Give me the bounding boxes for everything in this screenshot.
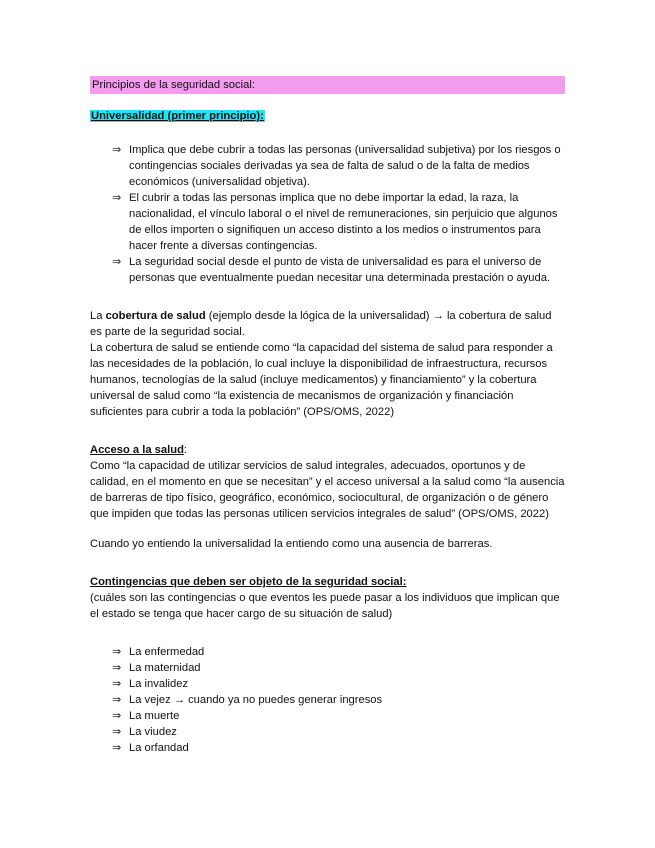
cobertura-paragraph <box>90 308 565 340</box>
double-arrow-icon: ⇒ <box>112 144 122 156</box>
list-item-text: La muerte <box>129 710 180 722</box>
double-arrow-icon: ⇒ <box>112 742 122 754</box>
list-item-text: El cubrir a todas las personas implica que no debe importar la edad, la raza, la nacionalidad, el vínculo laboral o el nivel de remuneraciones, sin perjuicio que algunos de ellos importen o signifiquen un acceso distinto a los medios o instrumentos para hacer frente a diversas contingencias. <box>129 192 558 252</box>
double-arrow-icon: ⇒ <box>112 710 122 722</box>
double-arrow-icon: ⇒ <box>112 662 122 674</box>
document-page <box>90 76 565 756</box>
double-arrow-icon: ⇒ <box>112 694 122 706</box>
double-arrow-icon: ⇒ <box>112 256 122 268</box>
list-item-text: La vejez → cuando ya no puedes generar ingresos <box>129 694 383 706</box>
list-item-text: La enfermedad <box>129 646 205 658</box>
acceso-heading-text: Acceso a la salud <box>90 444 184 456</box>
list-item <box>112 692 565 708</box>
list-item <box>112 254 565 286</box>
acceso-text: Como “la capacidad de utilizar servicios de salud integrales, adecuados, oportunos y de calidad, en el momento en que se necesitan” y el acceso universal a la salud como “la ausencia de barreras de tipo físico, geográfico, económico, sociocultural, de organización o de género que impiden que todas las personas utilicen servicios integrales de salud” (OPS/OMS, 2022) <box>90 460 565 520</box>
cobertura-term: cobertura de salud <box>105 310 206 322</box>
double-arrow-icon: ⇒ <box>112 646 122 658</box>
list-item <box>112 142 565 190</box>
universalidad-list <box>90 142 565 286</box>
double-arrow-icon: ⇒ <box>112 678 122 690</box>
barreras-paragraph: Cuando yo entiendo la universalidad la entiendo como una ausencia de barreras. <box>90 538 493 550</box>
list-item <box>112 724 565 740</box>
list-item <box>112 676 565 692</box>
list-item-text: La viudez <box>129 726 177 738</box>
contingencias-heading-text: Contingencias que deben ser objeto de la seguridad social: <box>90 576 407 588</box>
list-item <box>112 660 565 676</box>
cobertura-rest: (ejemplo desde la lógica de la universalidad) → la cobertura de salud es parte de la seguridad social. <box>90 310 552 338</box>
list-item <box>112 740 565 756</box>
cobertura-lead: La <box>90 310 106 322</box>
contingencias-text: (cuáles son las contingencias o que eventos les puede pasar a los individuos que implican que el estado se tenga que hacer cargo de su situación de salud) <box>90 592 560 620</box>
list-item <box>112 708 565 724</box>
list-item <box>112 190 565 254</box>
list-item <box>112 644 565 660</box>
contingencias-heading <box>90 574 565 590</box>
double-arrow-icon: ⇒ <box>112 192 122 204</box>
document-title <box>90 76 565 94</box>
list-item-text: Implica que debe cubrir a todas las personas (universalidad subjetiva) por los riesgos o contingencias sociales derivadas ya sea de falta de salud o de la falta de medios económicos (universalidad objetiva). <box>129 144 561 188</box>
title-highlight: Principios de la seguridad social: <box>90 76 565 94</box>
section-universalidad-heading <box>90 108 565 124</box>
universalidad-heading-text: Universalidad (primer principio): <box>91 110 264 122</box>
list-item-text: La orfandad <box>129 742 189 754</box>
contingencias-list <box>90 644 565 756</box>
double-arrow-icon: ⇒ <box>112 726 122 738</box>
acceso-colon: : <box>183 444 188 456</box>
acceso-heading <box>90 442 565 458</box>
list-item-text: La seguridad social desde el punto de vista de universalidad es para el universo de personas que eventualmente puedan necesitar una determinada prestación o ayuda. <box>129 256 551 284</box>
list-item-text: La maternidad <box>129 662 201 674</box>
list-item-text: La invalidez <box>129 678 189 690</box>
cobertura-definition: La cobertura de salud se entiende como “la capacidad del sistema de salud para responder a las necesidades de la población, lo cual incluye la disponibilidad de infraestructura, recursos humanos, tecnologías de la salud (incluye medicamentos) y financiamiento” y la cobertura universal de salud como “la existencia de mecanismos de organización y financiación suficientes para cubrir a toda la población” (OPS/OMS, 2022) <box>90 342 553 418</box>
